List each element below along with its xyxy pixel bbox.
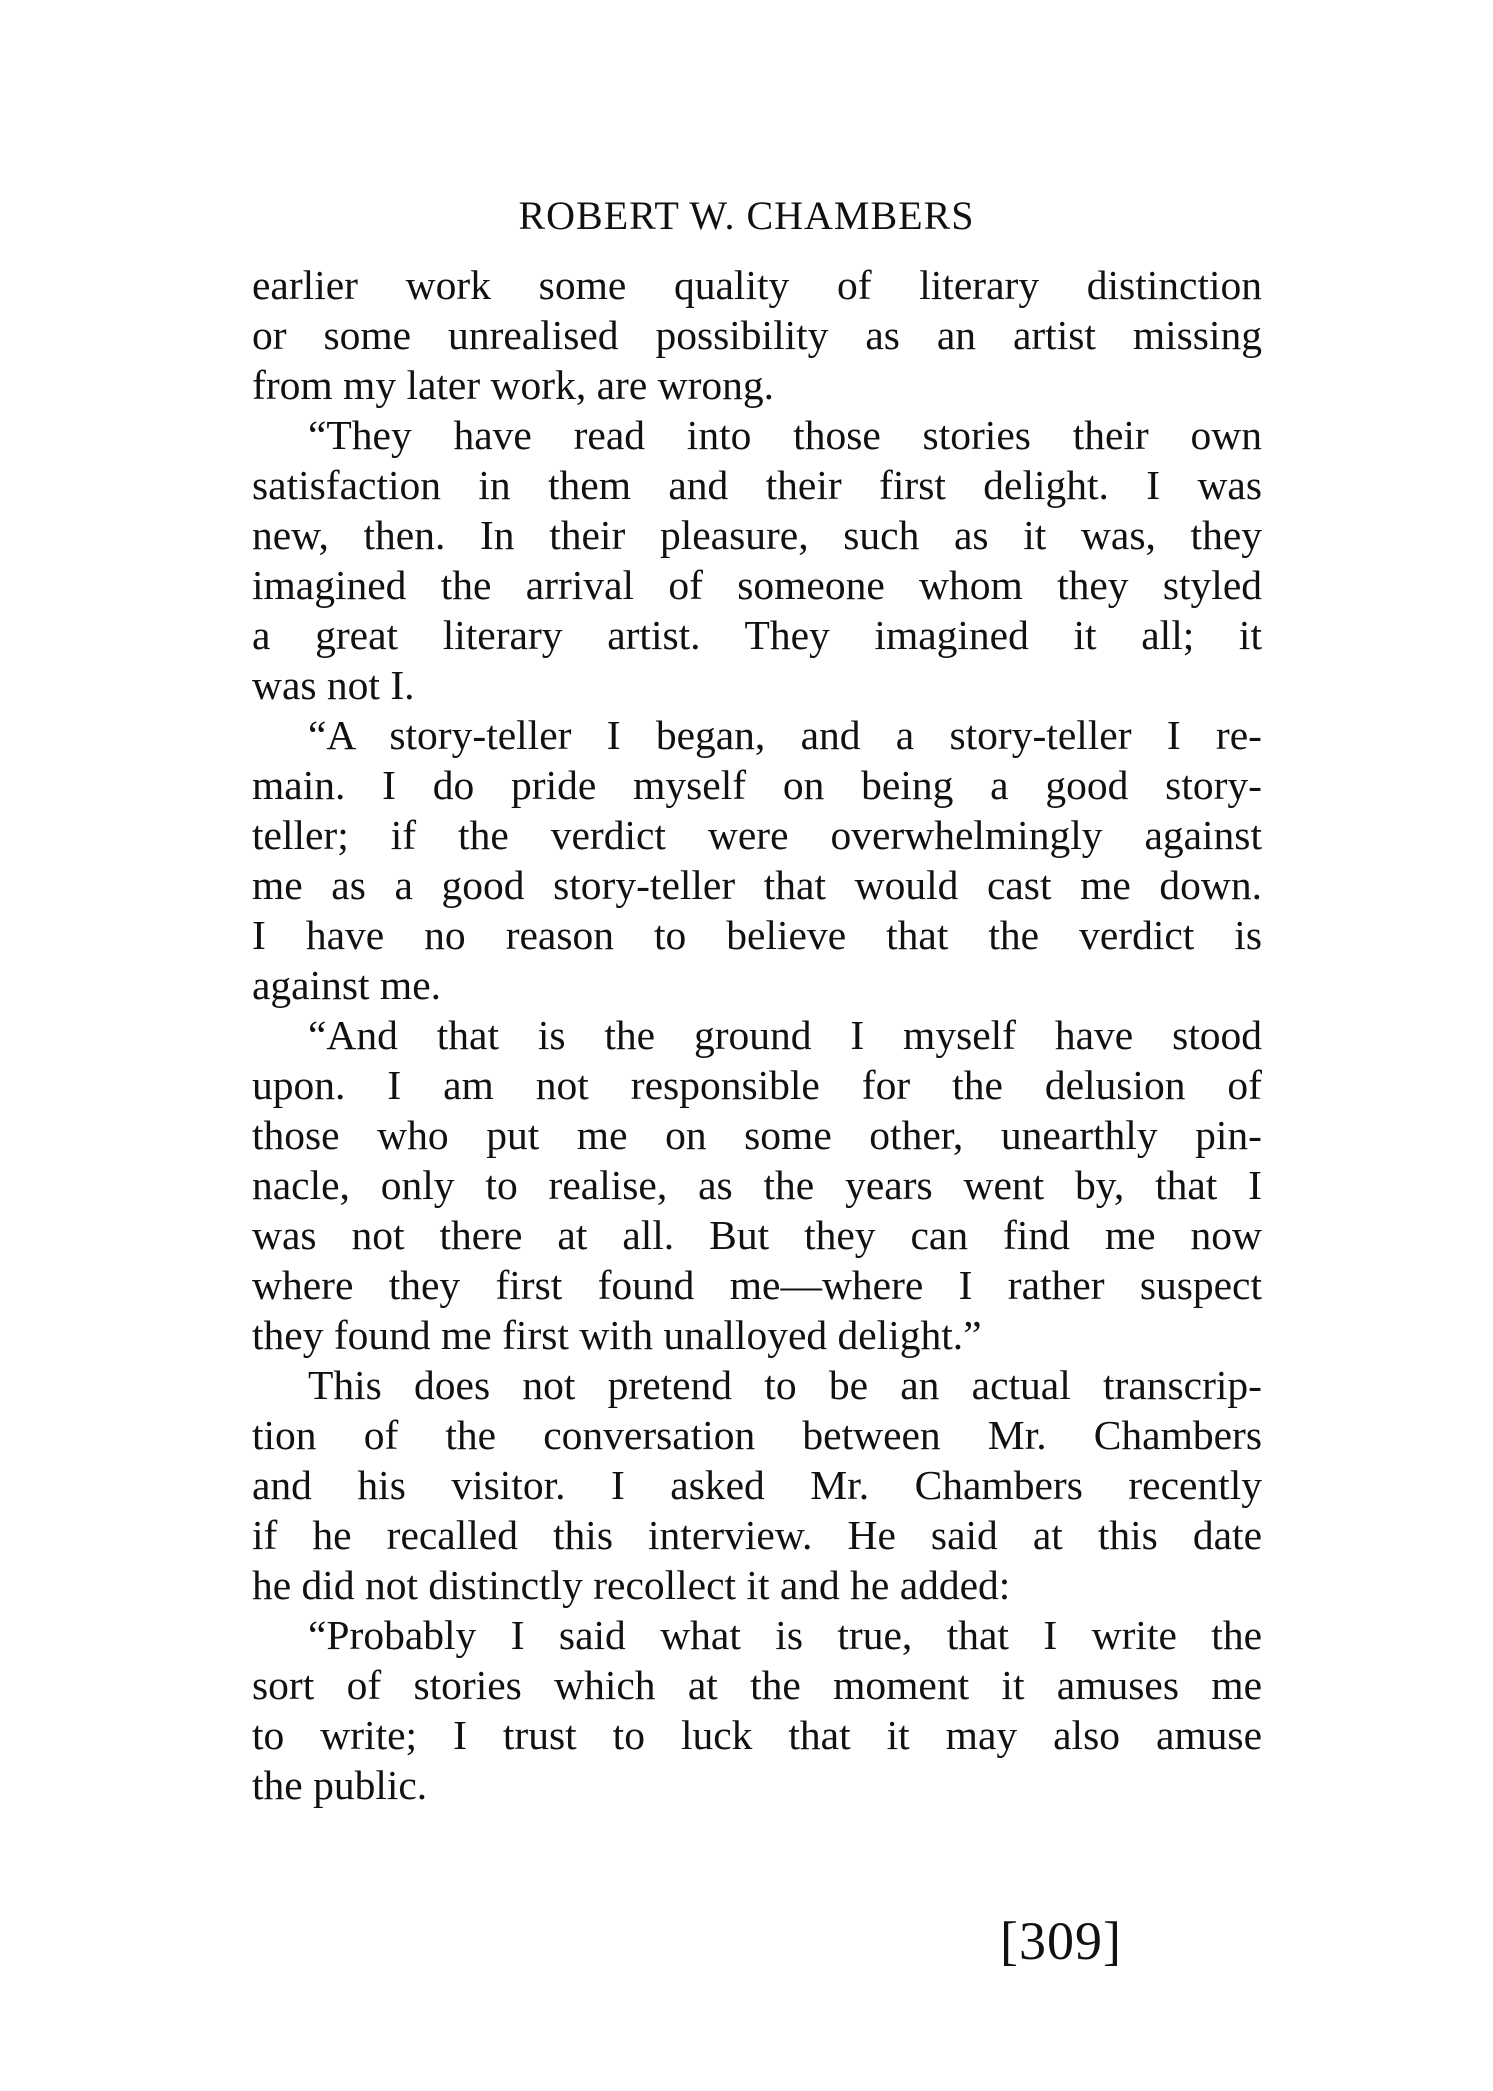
text-line: nacle, only to realise, as the years went by, that I bbox=[252, 1162, 1262, 1208]
text-line: teller; if the verdict were overwhelmingly against bbox=[252, 812, 1262, 858]
text-line: main. I do pride myself on being a good story- bbox=[252, 762, 1262, 808]
text-line: earlier work some quality of literary distinction bbox=[252, 262, 1262, 308]
text-line: I have no reason to believe that the verdict is bbox=[252, 912, 1262, 958]
text-line: and his visitor. I asked Mr. Chambers recently bbox=[252, 1462, 1262, 1508]
text-line: “Probably I said what is true, that I write the bbox=[308, 1612, 1262, 1658]
page-number: [309] bbox=[1000, 1911, 1122, 1971]
text-line: if he recalled this interview. He said at this date bbox=[252, 1512, 1262, 1558]
text-line: new, then. In their pleasure, such as it was, they bbox=[252, 512, 1262, 558]
text-line: those who put me on some other, unearthly pin- bbox=[252, 1112, 1262, 1158]
text-line: “And that is the ground I myself have stood bbox=[308, 1012, 1262, 1058]
text-line: tion of the conversation between Mr. Chambers bbox=[252, 1412, 1262, 1458]
text-line: against me. bbox=[252, 962, 441, 1008]
text-line: “They have read into those stories their own bbox=[308, 412, 1262, 458]
text-line: from my later work, are wrong. bbox=[252, 362, 775, 408]
text-line: me as a good story-teller that would cast me down. bbox=[252, 862, 1262, 908]
text-line: satisfaction in them and their first delight. I was bbox=[252, 462, 1262, 508]
text-line: they found me first with unalloyed delight.” bbox=[252, 1312, 982, 1358]
text-line: was not I. bbox=[252, 662, 415, 708]
text-line: to write; I trust to luck that it may also amuse bbox=[252, 1712, 1262, 1758]
text-line: sort of stories which at the moment it amuses me bbox=[252, 1662, 1262, 1708]
text-line: imagined the arrival of someone whom they styled bbox=[252, 562, 1262, 608]
text-line: he did not distinctly recollect it and he added: bbox=[252, 1562, 1011, 1608]
text-line: was not there at all. But they can find me now bbox=[252, 1212, 1262, 1258]
body-text bbox=[252, 260, 1262, 1810]
text-line: This does not pretend to be an actual transcrip- bbox=[308, 1362, 1262, 1408]
text-line: upon. I am not responsible for the delusion of bbox=[252, 1062, 1262, 1108]
text-line: or some unrealised possibility as an artist missing bbox=[252, 312, 1262, 358]
text-line: “A story-teller I began, and a story-teller I re- bbox=[308, 712, 1262, 758]
text-line: the public. bbox=[252, 1762, 428, 1808]
running-head: ROBERT W. CHAMBERS bbox=[518, 193, 975, 238]
text-line: where they first found me—where I rather suspect bbox=[252, 1262, 1262, 1308]
text-line: a great literary artist. They imagined it all; it bbox=[252, 612, 1262, 658]
